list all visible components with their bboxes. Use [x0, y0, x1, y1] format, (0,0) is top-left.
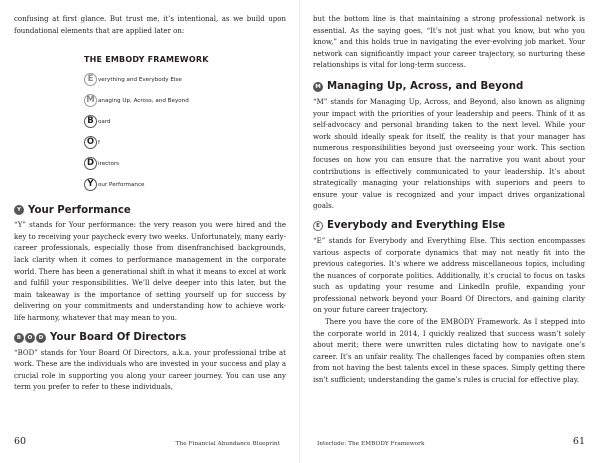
page-number: 61: [572, 436, 585, 447]
left-page-footer: [14, 433, 286, 447]
running-head: The Financial Abundance Blueprint: [175, 441, 280, 447]
right-intro-paragraph: but the bottom line is that maintaining a strong professional network is essential. As the saying goes, “It’s not just what you know, but who you know,” and this holds true in navigating the ever-evolving job market. Your network can significantly impact your career trajectory, so nurturing these relationships is vital for long-term success.: [313, 15, 585, 70]
page-number: 60: [14, 436, 27, 447]
letter-badge-icon: Y: [14, 205, 24, 215]
framework-item-o: [84, 132, 286, 153]
framework-item-b: [84, 111, 286, 132]
framework-text: anaging Up, Across, and Beyond: [98, 97, 189, 104]
framework-letter: M: [84, 94, 97, 107]
section-heading-your-performance: [14, 202, 286, 218]
framework-text: verything and Everybody Else: [98, 76, 182, 83]
section-heading-board-of-directors: [14, 330, 286, 346]
letter-badge-icon: E: [313, 221, 323, 231]
letter-badge-icon: M: [313, 82, 323, 92]
framework-letter: D: [84, 157, 97, 170]
framework-letter: Y: [84, 178, 97, 191]
letter-badge-icon: B: [14, 333, 24, 343]
framework-text: irectors: [98, 160, 120, 167]
running-head: Interlude: The EMBODY Framework: [317, 441, 425, 447]
framework-item-m: [84, 90, 286, 111]
section-heading-everybody-else: [313, 218, 585, 234]
closing-paragraph: There you have the core of the EMBODY Framework. As I stepped into the corporate world in 2014, I quickly realized that success wasn’t solely about merit; there were unwritten rules dictating how to navigate one’s career. It’s an unfair reality. The challenges faced by companies often stem from not having the best talents excel in these spaces. Simply getting there isn’t sufficient; understanding the game’s rules is crucial for effective play.: [313, 318, 585, 385]
framework-item-e: [84, 69, 286, 90]
framework-letter: O: [84, 136, 97, 149]
heading-text: Your Performance: [28, 204, 131, 216]
your-performance-paragraph: “Y” stands for Your performance: the very reason you were hired and the key to receiving your paycheck every two weeks. Unfortunately, many early-career professionals, especially those from disenfranchised backgrounds, lack clarity when it comes to performance management in the corporate world. There has been a generational shift in what it means to excel at work and fulfill your responsibilities. We’ll delve deeper into this later, but the main takeaway is the importance of setting yourself up for success by delivering on your commitments and understanding how to achieve work-life harmony, whatever that may mean to you.: [14, 221, 286, 322]
heading-text: Managing Up, Across, and Beyond: [327, 81, 524, 93]
left-intro-paragraph: confusing at first glance. But trust me, it’s intentional, as we build upon foundational elements that are applied later on:: [14, 15, 286, 35]
framework-title: THE EMBODY FRAMEWORK: [84, 55, 209, 65]
left-page: [14, 14, 286, 429]
managing-up-paragraph: “M” stands for Managing Up, Across, and Beyond, also known as aligning your impact with the priorities of your leadership and peers. Think of it as self-advocacy and personal branding taken to the next level. While your work should ideally speak for itself, the reality is that your manager has numerous responsibilities beyond just overseeing your work. This section focuses on how you can ensure that the narrative you want about your contributions is effectively communicated to your leadership. It’s about strategically managing your relationships with superiors and peers to ensure your value is recognized and your impact drives organizational goals.: [313, 97, 585, 211]
right-page-footer: [313, 433, 585, 447]
heading-text: Everybody and Everything Else: [327, 220, 506, 232]
framework-item-y: [84, 174, 286, 195]
framework-text: oard: [98, 118, 111, 125]
letter-badge-icon: O: [25, 333, 35, 343]
heading-text: Your Board Of Directors: [50, 332, 187, 344]
page-gutter: [299, 0, 301, 463]
everybody-else-paragraph: “E” stands for Everybody and Everything Else. This section encompasses various aspects of corporate dynamics that may not neatly fit into the previous categories. It’s where we address miscellaneous topics, including the nuances of corporate politics. Additionally, it’s crucial to focus on tasks such as updating your resume and LinkedIn profile, expanding your professional network beyond your Board Of Directors, and gaining clarity on your future career trajectory.: [313, 236, 585, 315]
embody-framework-list: [14, 55, 286, 195]
framework-item-d: [84, 153, 286, 174]
right-page: [313, 14, 585, 429]
section-heading-managing-up: [313, 79, 585, 95]
framework-text: our Performance: [98, 181, 145, 188]
letter-badge-icon: D: [36, 333, 46, 343]
framework-letter: B: [84, 115, 97, 128]
framework-letter: E: [84, 73, 97, 86]
framework-text: f: [98, 139, 100, 146]
board-of-directors-paragraph: “BOD” stands for Your Board Of Directors, a.k.a. your professional tribe at work. These are the individuals who are invested in your success and play a crucial role in supporting you along your career journey. You can use any term you prefer to refer to these individuals,: [14, 348, 286, 392]
